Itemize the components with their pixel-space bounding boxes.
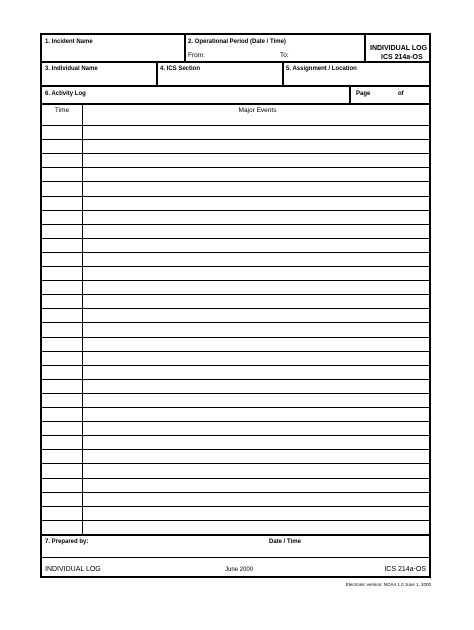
divider xyxy=(42,85,429,87)
divider xyxy=(184,35,186,61)
divider xyxy=(42,557,429,558)
log-row xyxy=(42,125,429,126)
divider xyxy=(156,61,158,85)
log-row xyxy=(42,449,429,450)
log-row xyxy=(42,520,429,521)
log-row xyxy=(42,139,429,140)
ics-214a-form xyxy=(40,33,431,578)
time-column-header: Time xyxy=(54,107,70,114)
form-title-line1: INDIVIDUAL LOG xyxy=(370,45,428,52)
incident-name-label: 1. Incident Name xyxy=(45,39,93,45)
log-row xyxy=(42,294,429,295)
footer-form-name: INDIVIDUAL LOG xyxy=(45,566,101,573)
of-label: of xyxy=(398,91,404,97)
log-row xyxy=(42,435,429,436)
footer-date: June 2000 xyxy=(225,567,254,573)
log-row xyxy=(42,280,429,281)
divider xyxy=(42,534,429,536)
log-row xyxy=(42,478,429,479)
ics-section-label: 4. ICS Section xyxy=(160,66,201,72)
individual-name-label: 3. Individual Name xyxy=(45,66,98,72)
log-row xyxy=(42,337,429,338)
divider xyxy=(282,61,284,85)
log-row xyxy=(42,224,429,225)
activity-log-rows xyxy=(42,125,429,534)
divider xyxy=(349,85,351,103)
divider xyxy=(42,61,429,63)
divider xyxy=(42,103,429,105)
log-row xyxy=(42,167,429,168)
log-row xyxy=(42,266,429,267)
log-row xyxy=(42,238,429,239)
log-row xyxy=(42,421,429,422)
log-row xyxy=(42,153,429,154)
page-label: Page xyxy=(356,91,371,97)
from-label: From: xyxy=(188,52,205,59)
log-row xyxy=(42,308,429,309)
form-title-line2: ICS 214a-OS xyxy=(381,54,423,61)
log-row xyxy=(42,365,429,366)
electronic-version-note: Electronic version: NOAA 1.0 June 1, 2000 xyxy=(345,582,431,587)
log-row xyxy=(42,506,429,507)
prepared-by-label: 7. Prepared by: xyxy=(45,539,89,545)
log-row xyxy=(42,322,429,323)
to-label: To: xyxy=(280,52,289,59)
log-row xyxy=(42,196,429,197)
log-row xyxy=(42,379,429,380)
log-row xyxy=(42,252,429,253)
footer-form-number: ICS 214a-OS xyxy=(384,566,426,573)
log-row xyxy=(42,210,429,211)
log-row xyxy=(42,351,429,352)
assignment-location-label: 5. Assignment / Location xyxy=(286,66,357,72)
major-events-column-header: Major Events xyxy=(238,107,277,114)
divider xyxy=(364,35,366,61)
log-row xyxy=(42,393,429,394)
log-row xyxy=(42,492,429,493)
operational-period-label: 2. Operational Period (Date / Time) xyxy=(188,39,286,45)
log-row xyxy=(42,463,429,464)
log-row xyxy=(42,181,429,182)
log-row xyxy=(42,407,429,408)
activity-log-label: 6. Activity Log xyxy=(45,91,86,97)
date-time-label: Date / Time xyxy=(269,539,301,545)
